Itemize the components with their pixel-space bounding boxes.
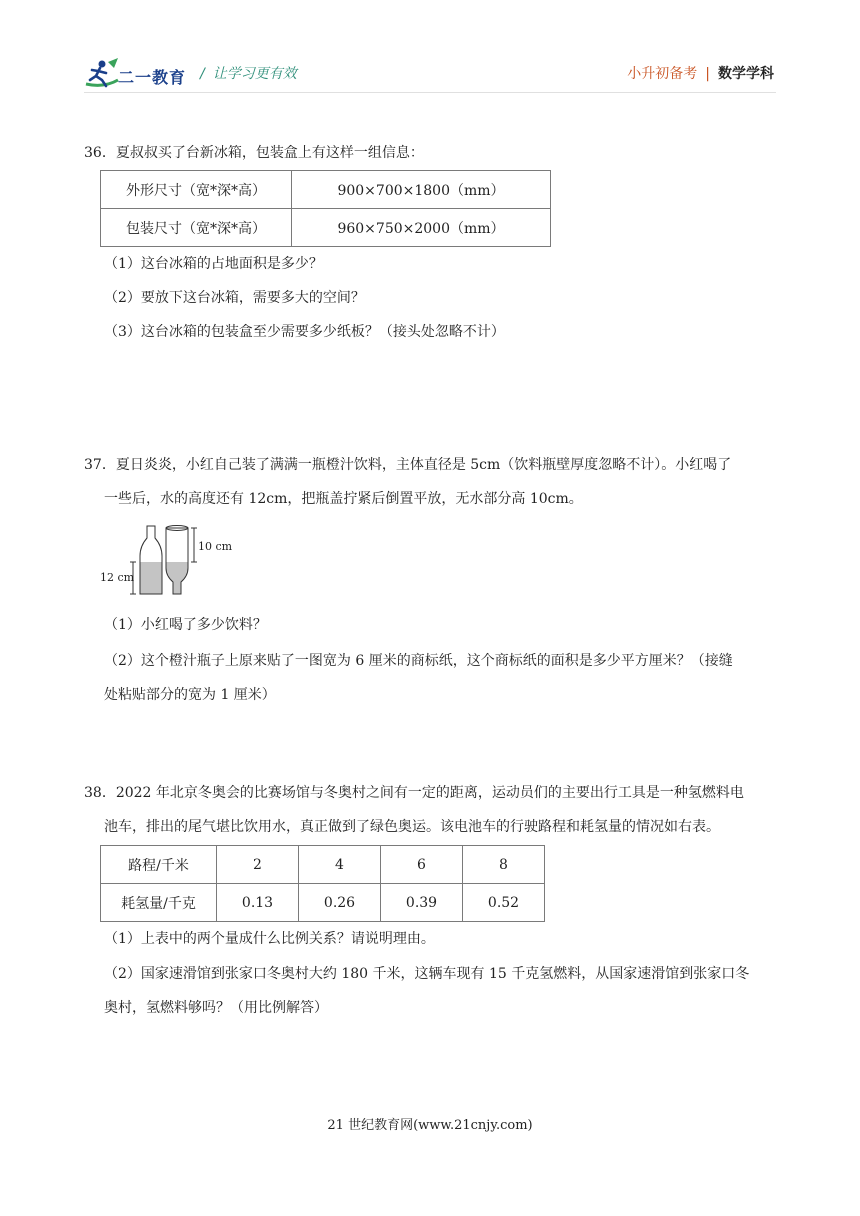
table-row (101, 171, 551, 209)
q37-sub1: （1）小红喝了多少饮料？ (104, 617, 267, 633)
q36-table (100, 170, 551, 247)
question-line (84, 448, 779, 482)
q38-sub2-cont: 奥村，氢燃料够吗？（用比例解答） (104, 1000, 328, 1016)
table-cell: 8 (463, 846, 545, 884)
table-cell: 900×700×1800（mm） (292, 171, 551, 209)
header-slogan (200, 63, 297, 83)
q37-sub2 (104, 644, 779, 678)
question-38-stem (84, 776, 779, 844)
table-row (101, 884, 545, 922)
table-header-cell: 耗氢量/千克 (101, 884, 217, 922)
header-divider (84, 92, 776, 93)
question-37-stem (84, 448, 779, 516)
question-line: 池车，排出的尾气堪比饮用水，真正做到了绿色奥运。该电池车的行驶路程和耗氢量的情况如右表。 (104, 819, 720, 835)
question-text: 夏日炎炎，小红自己装了满满一瓶橙汁饮料，主体直径是 5cm（饮料瓶壁厚度忽略不计）。小红喝了 (115, 457, 732, 473)
table-cell: 外形尺寸（宽*深*高） (101, 171, 292, 209)
slogan-text: 让学习更有效 (212, 66, 297, 82)
question-text: 夏叔叔买了台新冰箱，包装盒上有这样一组信息： (115, 145, 424, 161)
q36-sub3: （3）这台冰箱的包装盒至少需要多少纸板？（接头处忽略不计） (104, 324, 505, 340)
table-cell: 包装尺寸（宽*深*高） (101, 209, 292, 247)
question-line: （2）这个橙汁瓶子上原来贴了一图宽为 6 厘米的商标纸，这个商标纸的面积是多少平方厘米？（接缝 (104, 653, 733, 669)
slogan-slash: / (200, 66, 205, 82)
q38-sub1: （1）上表中的两个量成什么比例关系？请说明理由。 (104, 931, 435, 947)
table-cell: 960×750×2000（mm） (292, 209, 551, 247)
figure-label-12cm: 12 cm (100, 571, 135, 584)
q36-sub2: （2）要放下这台冰箱，需要多大的空间？ (104, 290, 365, 306)
table-row (101, 846, 545, 884)
question-line: 一些后，水的高度还有 12cm，把瓶盖拧紧后倒置平放，无水部分高 10cm。 (104, 491, 583, 507)
q38-sub2: （2）国家速滑馆到张家口冬奥村大约 180 千米，这辆车现有 15 千克氢燃料，从国家速滑馆到张家口冬 (104, 966, 750, 982)
header-category: 小升初备考 (627, 66, 698, 82)
table-cell: 2 (217, 846, 299, 884)
header-subject-label: 数学学科 (718, 66, 774, 82)
table-header-cell: 路程/千米 (101, 846, 217, 884)
header-separator: | (705, 66, 710, 82)
q38-table (100, 845, 545, 922)
table-cell: 6 (381, 846, 463, 884)
logo-text: 二一教育 (118, 68, 187, 87)
question-line (84, 776, 779, 810)
page-footer: 21 世纪教育网(www.21cnjy.com) (327, 1118, 533, 1133)
table-row (101, 209, 551, 247)
question-number: 38． (84, 785, 116, 801)
q37-sub2-cont: 处粘贴部分的宽为 1 厘米） (104, 687, 276, 703)
inverted-bottle (166, 526, 197, 595)
table-cell: 0.26 (299, 884, 381, 922)
figure-label-10cm: 10 cm (198, 540, 233, 553)
question-36-stem (84, 136, 779, 170)
bottle-figure (100, 524, 240, 596)
page-header (0, 0, 860, 110)
question-number: 37． (84, 457, 116, 473)
q36-sub1: （1）这台冰箱的占地面积是多少？ (104, 256, 323, 272)
table-cell: 0.52 (463, 884, 545, 922)
header-subject (627, 63, 774, 83)
question-number: 36． (84, 145, 116, 161)
question-text: 2022 年北京冬奥会的比赛场馆与冬奥村之间有一定的距离，运动员们的主要出行工具是一种氢燃料电 (115, 785, 744, 801)
table-cell: 4 (299, 846, 381, 884)
table-cell: 0.39 (381, 884, 463, 922)
table-cell: 0.13 (217, 884, 299, 922)
upright-bottle (130, 526, 162, 594)
